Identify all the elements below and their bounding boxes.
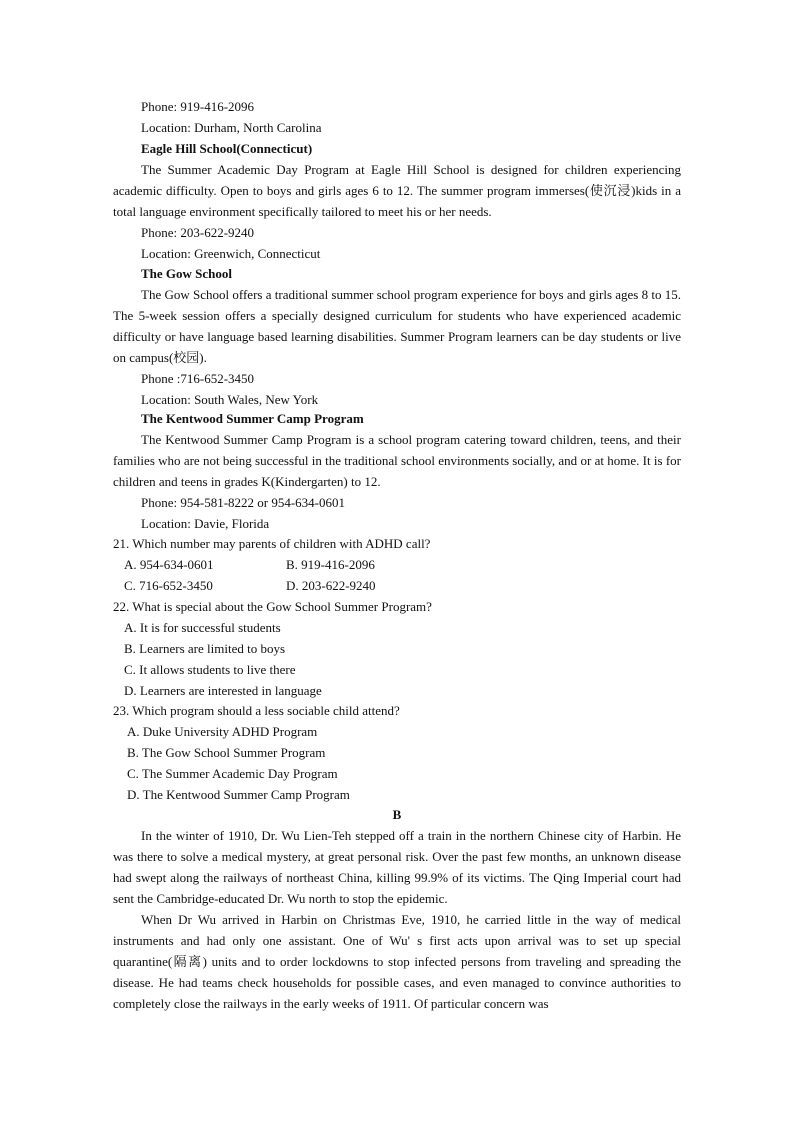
q23-option-b: B. The Gow School Summer Program bbox=[127, 745, 326, 760]
kentwood-heading: The Kentwood Summer Camp Program bbox=[141, 411, 364, 426]
gow-section bbox=[113, 263, 681, 410]
q23-stem: 23. Which program should a less sociable child attend? bbox=[113, 703, 400, 718]
q22-stem: 22. What is special about the Gow School Summer Program? bbox=[113, 599, 432, 614]
q23-option-c: C. The Summer Academic Day Program bbox=[127, 766, 338, 781]
kentwood-location: Location: Davie, Florida bbox=[141, 516, 270, 531]
q23-option-d: D. The Kentwood Summer Camp Program bbox=[127, 787, 350, 802]
q21-option-b: B. 919-416-2096 bbox=[286, 557, 375, 572]
q23-block bbox=[113, 700, 681, 805]
q22-option-a: A. It is for successful students bbox=[124, 620, 281, 635]
duke-location: Location: Durham, North Carolina bbox=[141, 120, 322, 135]
gow-location: Location: South Wales, New York bbox=[141, 392, 319, 407]
duke-phone: Phone: 919-416-2096 bbox=[141, 99, 255, 114]
kentwood-section bbox=[113, 408, 681, 534]
q21-option-a: A. 954-634-0601 bbox=[124, 557, 214, 572]
eagle-hill-phone: Phone: 203-622-9240 bbox=[141, 225, 255, 240]
q21-option-c: C. 716-652-3450 bbox=[124, 578, 213, 593]
eagle-hill-location: Location: Greenwich, Connecticut bbox=[141, 246, 321, 261]
q21-options bbox=[124, 554, 424, 596]
q22-block bbox=[113, 596, 681, 701]
section-b-heading: B bbox=[392, 807, 402, 822]
q21-option-d: D. 203-622-9240 bbox=[286, 578, 376, 593]
q22-option-d: D. Learners are interested in language bbox=[124, 683, 322, 698]
kentwood-body: The Kentwood Summer Camp Program is a school program catering toward children, teens, and their families who are not being successful in the traditional school environments socially, and or at home. It is for children and teens in grades K(Kindergarten) to 12. bbox=[113, 432, 681, 489]
eagle-hill-body: The Summer Academic Day Program at Eagle Hill School is designed for children experiencing academic difficulty. Open to boys and girls ages 6 to 12. The summer program immerses(使沉浸)kids in a total language environment specifically tailored to meet his or her needs. bbox=[113, 162, 681, 219]
gow-heading: The Gow School bbox=[141, 266, 233, 281]
gow-phone: Phone :716-652-3450 bbox=[141, 371, 255, 386]
eagle-hill-section bbox=[113, 138, 681, 264]
q23-option-a: A. Duke University ADHD Program bbox=[127, 724, 318, 739]
eagle-hill-heading: Eagle Hill School(Connecticut) bbox=[141, 141, 313, 156]
section-b-paragraph-1: In the winter of 1910, Dr. Wu Lien-Teh stepped off a train in the northern Chinese city of Harbin. He was there to solve a medical mystery, at great personal risk. Over the past few months, an unknown disease had swept along the railways of northeast China, killing 99.9% of its victims. The Qing Imperial court had sent the Cambridge-educated Dr. Wu north to stop the epidemic. bbox=[113, 828, 681, 906]
gow-body: The Gow School offers a traditional summer school program experience for boys and girls ages 8 to 15. The 5-week session offers a specially designed curriculum for students who have experienced academic difficulty or have language based learning disabilities. Summer Program learners can be day students or live on campus(校园). bbox=[113, 287, 681, 365]
section-b bbox=[113, 804, 681, 1014]
q22-option-c: C. It allows students to live there bbox=[124, 662, 296, 677]
section-b-paragraph-2: When Dr Wu arrived in Harbin on Christmas Eve, 1910, he carried little in the way of medical instruments and had only one assistant. One of Wu' s first acts upon arrival was to set up special quarantine(隔离) units and to order lockdowns to stop infected persons from traveling and spreading the disease. He had teams check households for possible cases, and even managed to convince authorities to completely close the railways in the early weeks of 1911. Of particular concern was bbox=[113, 912, 681, 1011]
q22-option-b: B. Learners are limited to boys bbox=[124, 641, 286, 656]
q21-stem: 21. Which number may parents of children with ADHD call? bbox=[113, 536, 431, 551]
kentwood-phone: Phone: 954-581-8222 or 954-634-0601 bbox=[141, 495, 346, 510]
duke-contact bbox=[113, 96, 709, 138]
